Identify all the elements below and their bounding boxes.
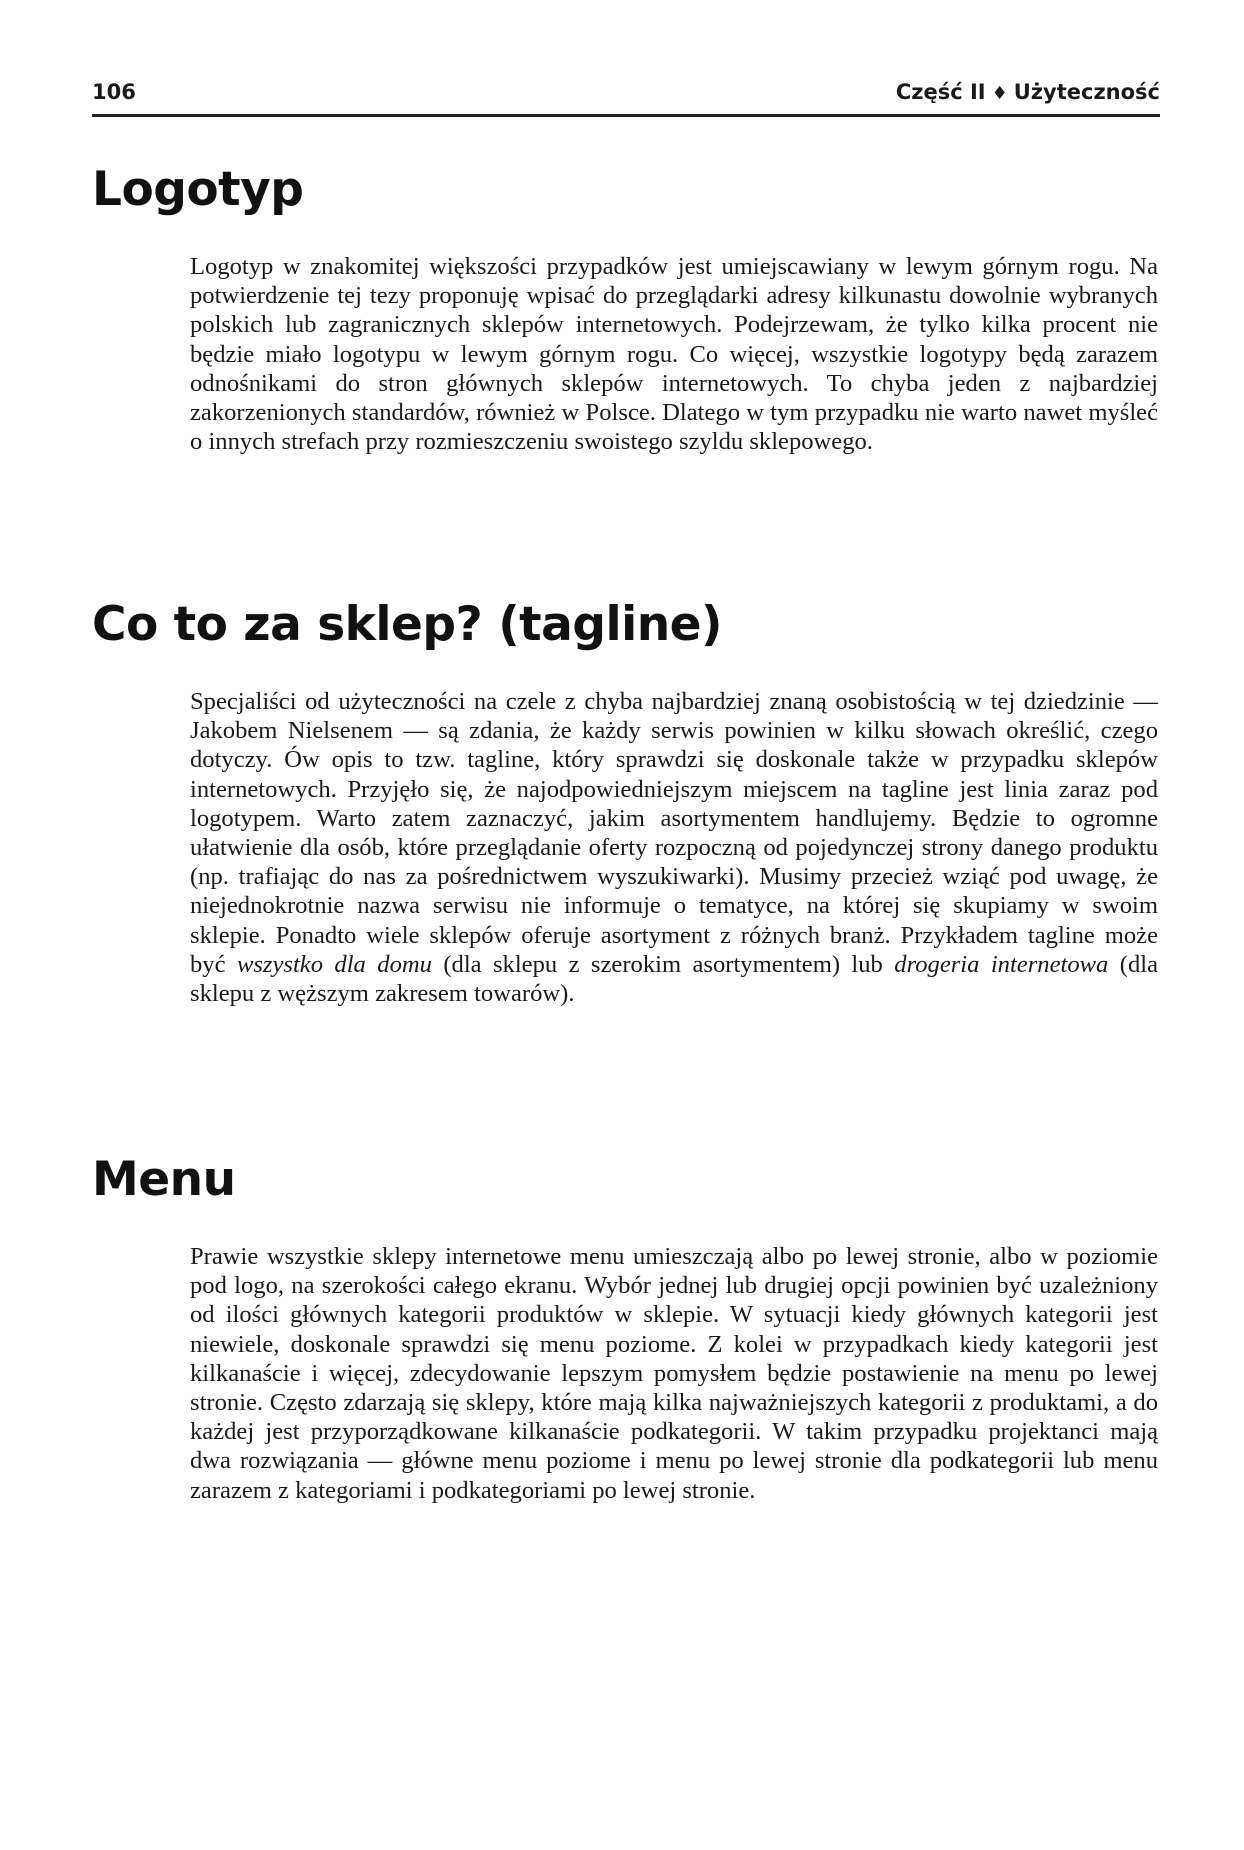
paragraph-menu: Prawie wszystkie sklepy internetowe menu umieszczają albo po lewej stronie, albo w poziomie pod logo, na szerokości całego ekranu. Wybór jednej lub drugiej opcji powinien być uzależniony od ilości głównych kategorii produktów w sklepie. W sytuacji kiedy głównych kategorii jest niewiele, doskonale sprawdzi się menu poziome. Z kolei w przypadkach kiedy kategorii jest kilkanaście i więcej, zdecydowanie lepszym pomysłem będzie postawienie na menu po lewej stronie. Często zdarzają się sklepy, które mają kilka najważniejszych kategorii z produktami, a do każdej jest przyporządkowane kilkanaście podkategorii. W takim przypadku projektanci mają dwa rozwiązania — główne menu poziome i menu po lewej stronie dla podkategorii lub menu zarazem z kategoriami i podkategoriami po lewej stronie. — [190, 1243, 1158, 1504]
paragraph-tagline-text-3: (dla sklepu z węższym zakresem towarów). — [190, 950, 1158, 1008]
page-number: 106 — [92, 80, 136, 104]
section-heading-tagline: Co to za sklep? (tagline) — [92, 597, 723, 652]
part-name: Użyteczność — [1013, 80, 1160, 104]
part-label: Część II — [895, 80, 986, 104]
paragraph-tagline-text-1: Specjaliści od użyteczności na czele z chyba najbardziej znaną osobistością w tej dziedzinie — Jakobem Nielsenem — są zdania, że każdy serwis powinien w kilku słowach określić, czego dotyczy. Ów opis to tzw. tagline, który sprawdzi się doskonale także w przypadku sklepów internetowych. Przyjęło się, że najodpowiedniejszym miejscem na tagline jest linia zaraz pod logotypem. Warto zatem zaznaczyć, jakim asortymentem handlujemy. Będzie to ogromne ułatwienie dla osób, które przeglądanie oferty rozpoczną od pojedynczej strony danego produktu (np. trafiając do nas za pośrednictwem wyszukiwarki). Musimy przecież wziąć pod uwagę, że niejednokrotnie nazwa serwisu nie informuje o tematyce, na której się skupiamy w swoim sklepie. Ponadto wiele sklepów oferuje asortyment z różnych branż. Przykładem tagline może być — [190, 688, 1158, 978]
paragraph-logotyp: Logotyp w znakomitej większości przypadków jest umiejscawiany w lewym górnym rogu. Na potwierdzenie tej tezy proponuję wpisać do przeglądarki adresy kilkunastu dowolnie wybranych polskich lub zagranicznych sklepów internetowych. Podejrzewam, że tylko kilka procent nie będzie miało logotypu w lewym górnym rogu. Co więcej, wszystkie logotypy będą zarazem odnośnikami do stron głównych sklepów internetowych. To chyba jeden z najbardziej zakorzenionych standardów, również w Polsce. Dlatego w tym przypadku nie warto nawet myśleć o innych strefach przy rozmieszczeniu swoistego szyldu sklepowego. — [190, 253, 1158, 456]
section-heading-menu: Menu — [92, 1152, 236, 1207]
running-header — [92, 74, 1160, 117]
section-heading-logotyp: Logotyp — [92, 162, 304, 217]
diamond-separator-icon: ♦ — [991, 83, 1008, 104]
paragraph-tagline — [190, 687, 1158, 1008]
paragraph-tagline-text-2: (dla sklepu z szerokim asortymentem) lub — [431, 950, 895, 978]
tagline-example-home: wszystko dla domu — [236, 950, 432, 978]
part-title — [896, 80, 1160, 104]
tagline-example-drugstore: drogeria internetowa — [894, 950, 1109, 978]
